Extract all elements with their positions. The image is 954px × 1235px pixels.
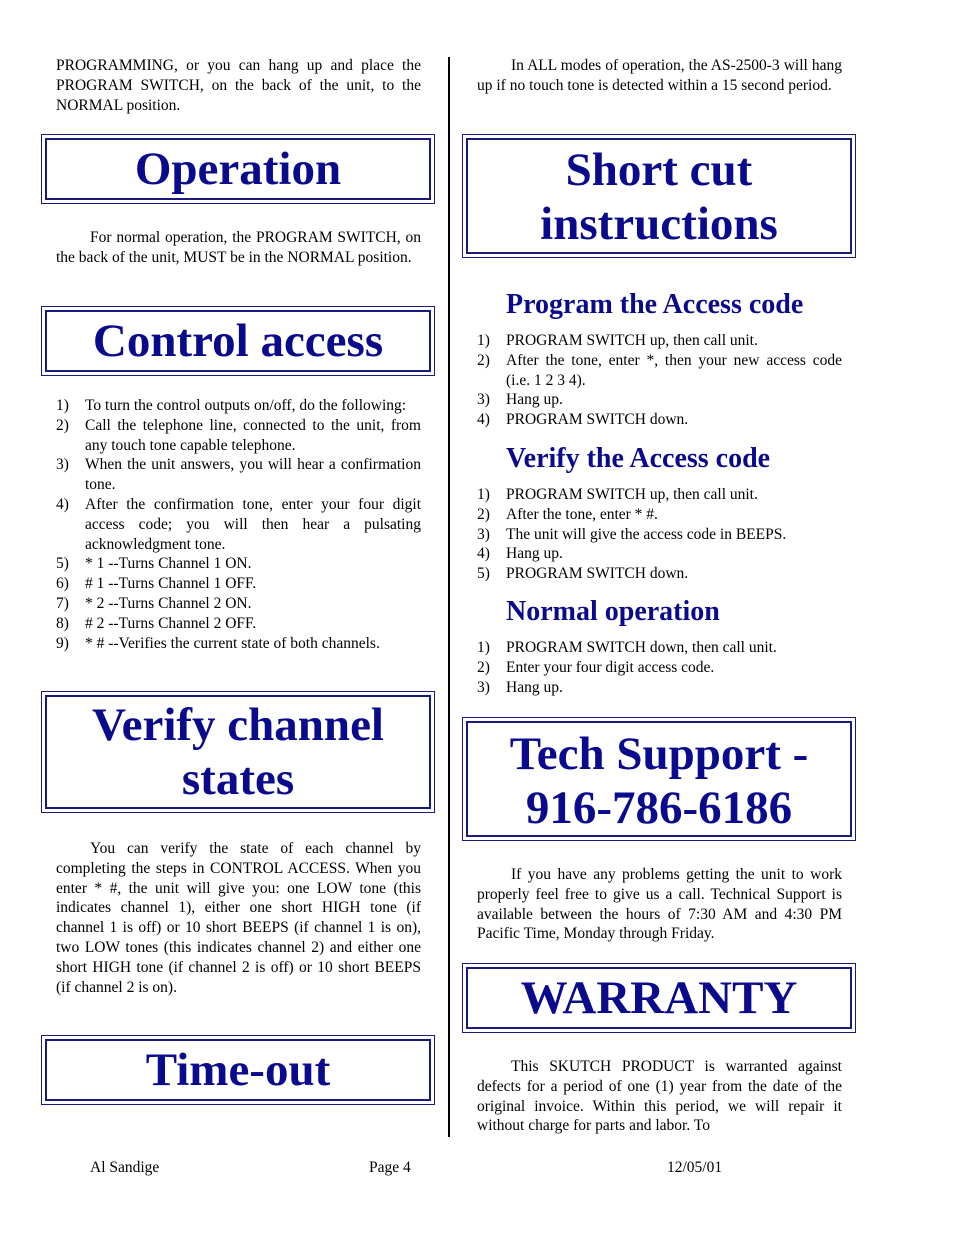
list-item-number: 6) (56, 575, 69, 593)
list-item-text: * 1 --Turns Channel 1 ON. (85, 555, 252, 573)
footer-date: 12/05/01 (667, 1159, 723, 1176)
list-item-number: 7) (56, 594, 69, 612)
tech-support-heading-box (462, 717, 856, 841)
control-access-title: Control access (92, 315, 384, 367)
list-item-number: 2) (477, 351, 490, 369)
list-item-text: * # --Verifies the current state of both channels. (85, 634, 380, 652)
footer-author: Al Sandige (90, 1159, 160, 1176)
normal-operation-heading: Normal operation (506, 596, 720, 627)
program-access-code-heading: Program the Access code (506, 289, 804, 320)
operation-title: Operation (134, 143, 342, 195)
control-access-steps (56, 396, 421, 653)
list-item (56, 634, 421, 654)
list-item-text: PROGRAM SWITCH down. (506, 411, 689, 429)
list-item-text: * 2 --Turns Channel 2 ON. (85, 594, 252, 612)
list-item-text: PROGRAM SWITCH down, then call unit. (506, 639, 777, 656)
tech-support-paragraph: If you have any problems getting the unit to work properly feel free to give us a call. Technical Support is available between the hours of 7:30 AM and 4:30 PM Pacific Time, Monday through Friday. (477, 866, 842, 943)
list-item-text: After the tone, enter *, then your new access code (i.e. 1 2 3 4). (506, 351, 842, 389)
list-item (477, 658, 842, 678)
right-intro-paragraph: In ALL modes of operation, the AS-2500-3 will hang up if no touch tone is detected within a 15 second period. (477, 57, 842, 94)
list-item-text: Call the telephone line, connected to the unit, from any touch tone capable telephone. (85, 416, 421, 454)
list-item-text: Hang up. (506, 391, 563, 409)
list-item-number: 4) (477, 545, 490, 563)
verify-channel-title-line1: Verify channel (91, 699, 384, 751)
normal-operation-steps (477, 638, 842, 697)
list-item-number: 3) (56, 456, 69, 474)
list-item-text: After the confirmation tone, enter your four digit access code; you will then hear a pulsating acknowledgment tone. (85, 495, 421, 553)
list-item (477, 544, 842, 564)
list-item-number: 4) (56, 495, 69, 513)
list-item (56, 396, 421, 416)
list-item (477, 525, 842, 545)
column-divider (448, 57, 450, 1137)
verify-channel-paragraph: You can verify the state of each channel by completing the steps in CONTROL ACCESS. When you enter * #, the unit will give you: one LOW tone (this indicates channel 1), either one short HIGH tone (if channel 1 is off) or 10 short BEEPS (if channel 1 is on), two LOW tones (this indicates channel 2) and either one short HIGH tone (if channel 2 is off) or 10 short BEEPS (if channel 2 is on). (56, 840, 421, 996)
control-access-heading-box (41, 306, 435, 376)
operation-paragraph: For normal operation, the PROGRAM SWITCH, on the back of the unit, MUST be in the NORMAL position. (56, 229, 421, 266)
list-item-text: When the unit answers, you will hear a confirmation tone. (85, 456, 421, 494)
list-item (477, 410, 842, 430)
tech-support-title-line1: Tech Support - (509, 728, 809, 780)
list-item-text: Enter your four digit access code. (506, 658, 715, 676)
list-item (477, 564, 842, 584)
list-item-text: To turn the control outputs on/off, do the following: (85, 397, 407, 414)
list-item-number: 8) (56, 614, 69, 632)
list-item-number: 2) (477, 658, 490, 676)
list-item (56, 574, 421, 594)
tech-support-phone: 916-786-6186 (525, 782, 793, 834)
list-item-text: The unit will give the access code in BEEPS. (506, 525, 787, 543)
intro-paragraph: PROGRAMMING, or you can hang up and place the PROGRAM SWITCH, on the back of the unit, to the NORMAL position. (56, 57, 421, 114)
list-item-text: Hang up. (506, 545, 563, 563)
list-item-number: 4) (477, 411, 490, 429)
footer-page-number: Page 4 (369, 1159, 411, 1176)
list-item-number: 5) (56, 555, 69, 573)
list-item-number: 1) (477, 639, 490, 656)
list-item (477, 485, 842, 505)
list-item-text: Hang up. (506, 678, 563, 696)
list-item (56, 614, 421, 634)
list-item-number: 2) (56, 416, 69, 434)
shortcut-title-line2: instructions (540, 198, 778, 250)
list-item (477, 505, 842, 525)
list-item (56, 554, 421, 574)
warranty-paragraph: This SKUTCH PRODUCT is warranted against defects for a period of one (1) year from the date of the original invoice. Within this period, we will repair it without charge for parts and labor. To (477, 1058, 842, 1135)
list-item-number: 1) (477, 486, 490, 503)
list-item (477, 390, 842, 410)
timeout-heading-box (41, 1035, 435, 1105)
list-item-text: After the tone, enter * #. (506, 505, 658, 523)
list-item-text: # 2 --Turns Channel 2 OFF. (85, 614, 257, 632)
list-item-number: 3) (477, 525, 490, 543)
list-item-number: 2) (477, 505, 490, 523)
list-item-number: 5) (477, 565, 490, 583)
timeout-title: Time-out (145, 1044, 331, 1096)
verify-access-code-heading: Verify the Access code (506, 443, 771, 474)
list-item-text: PROGRAM SWITCH down. (506, 565, 689, 583)
verify-access-code-steps (477, 485, 842, 584)
list-item (477, 331, 842, 351)
list-item-number: 9) (56, 634, 69, 652)
list-item (56, 416, 421, 456)
warranty-heading-box (462, 963, 856, 1033)
list-item-number: 1) (56, 397, 69, 414)
list-item-number: 3) (477, 391, 490, 409)
list-item (56, 495, 421, 554)
shortcut-title-line1: Short cut (565, 144, 753, 196)
shortcut-heading-box (462, 134, 856, 258)
list-item-text: PROGRAM SWITCH up, then call unit. (506, 486, 758, 503)
list-item (56, 594, 421, 614)
verify-channel-heading-box (41, 691, 435, 813)
list-item (477, 678, 842, 698)
list-item (477, 351, 842, 391)
list-item-number: 1) (477, 332, 490, 349)
list-item-number: 3) (477, 678, 490, 696)
list-item (56, 455, 421, 495)
list-item-text: # 1 --Turns Channel 1 OFF. (85, 575, 257, 593)
verify-channel-title-line2: states (181, 753, 295, 805)
list-item (477, 638, 842, 658)
list-item-text: PROGRAM SWITCH up, then call unit. (506, 332, 758, 349)
warranty-title: WARRANTY (520, 972, 798, 1024)
program-access-code-steps (477, 331, 842, 430)
operation-heading-box (41, 134, 435, 204)
